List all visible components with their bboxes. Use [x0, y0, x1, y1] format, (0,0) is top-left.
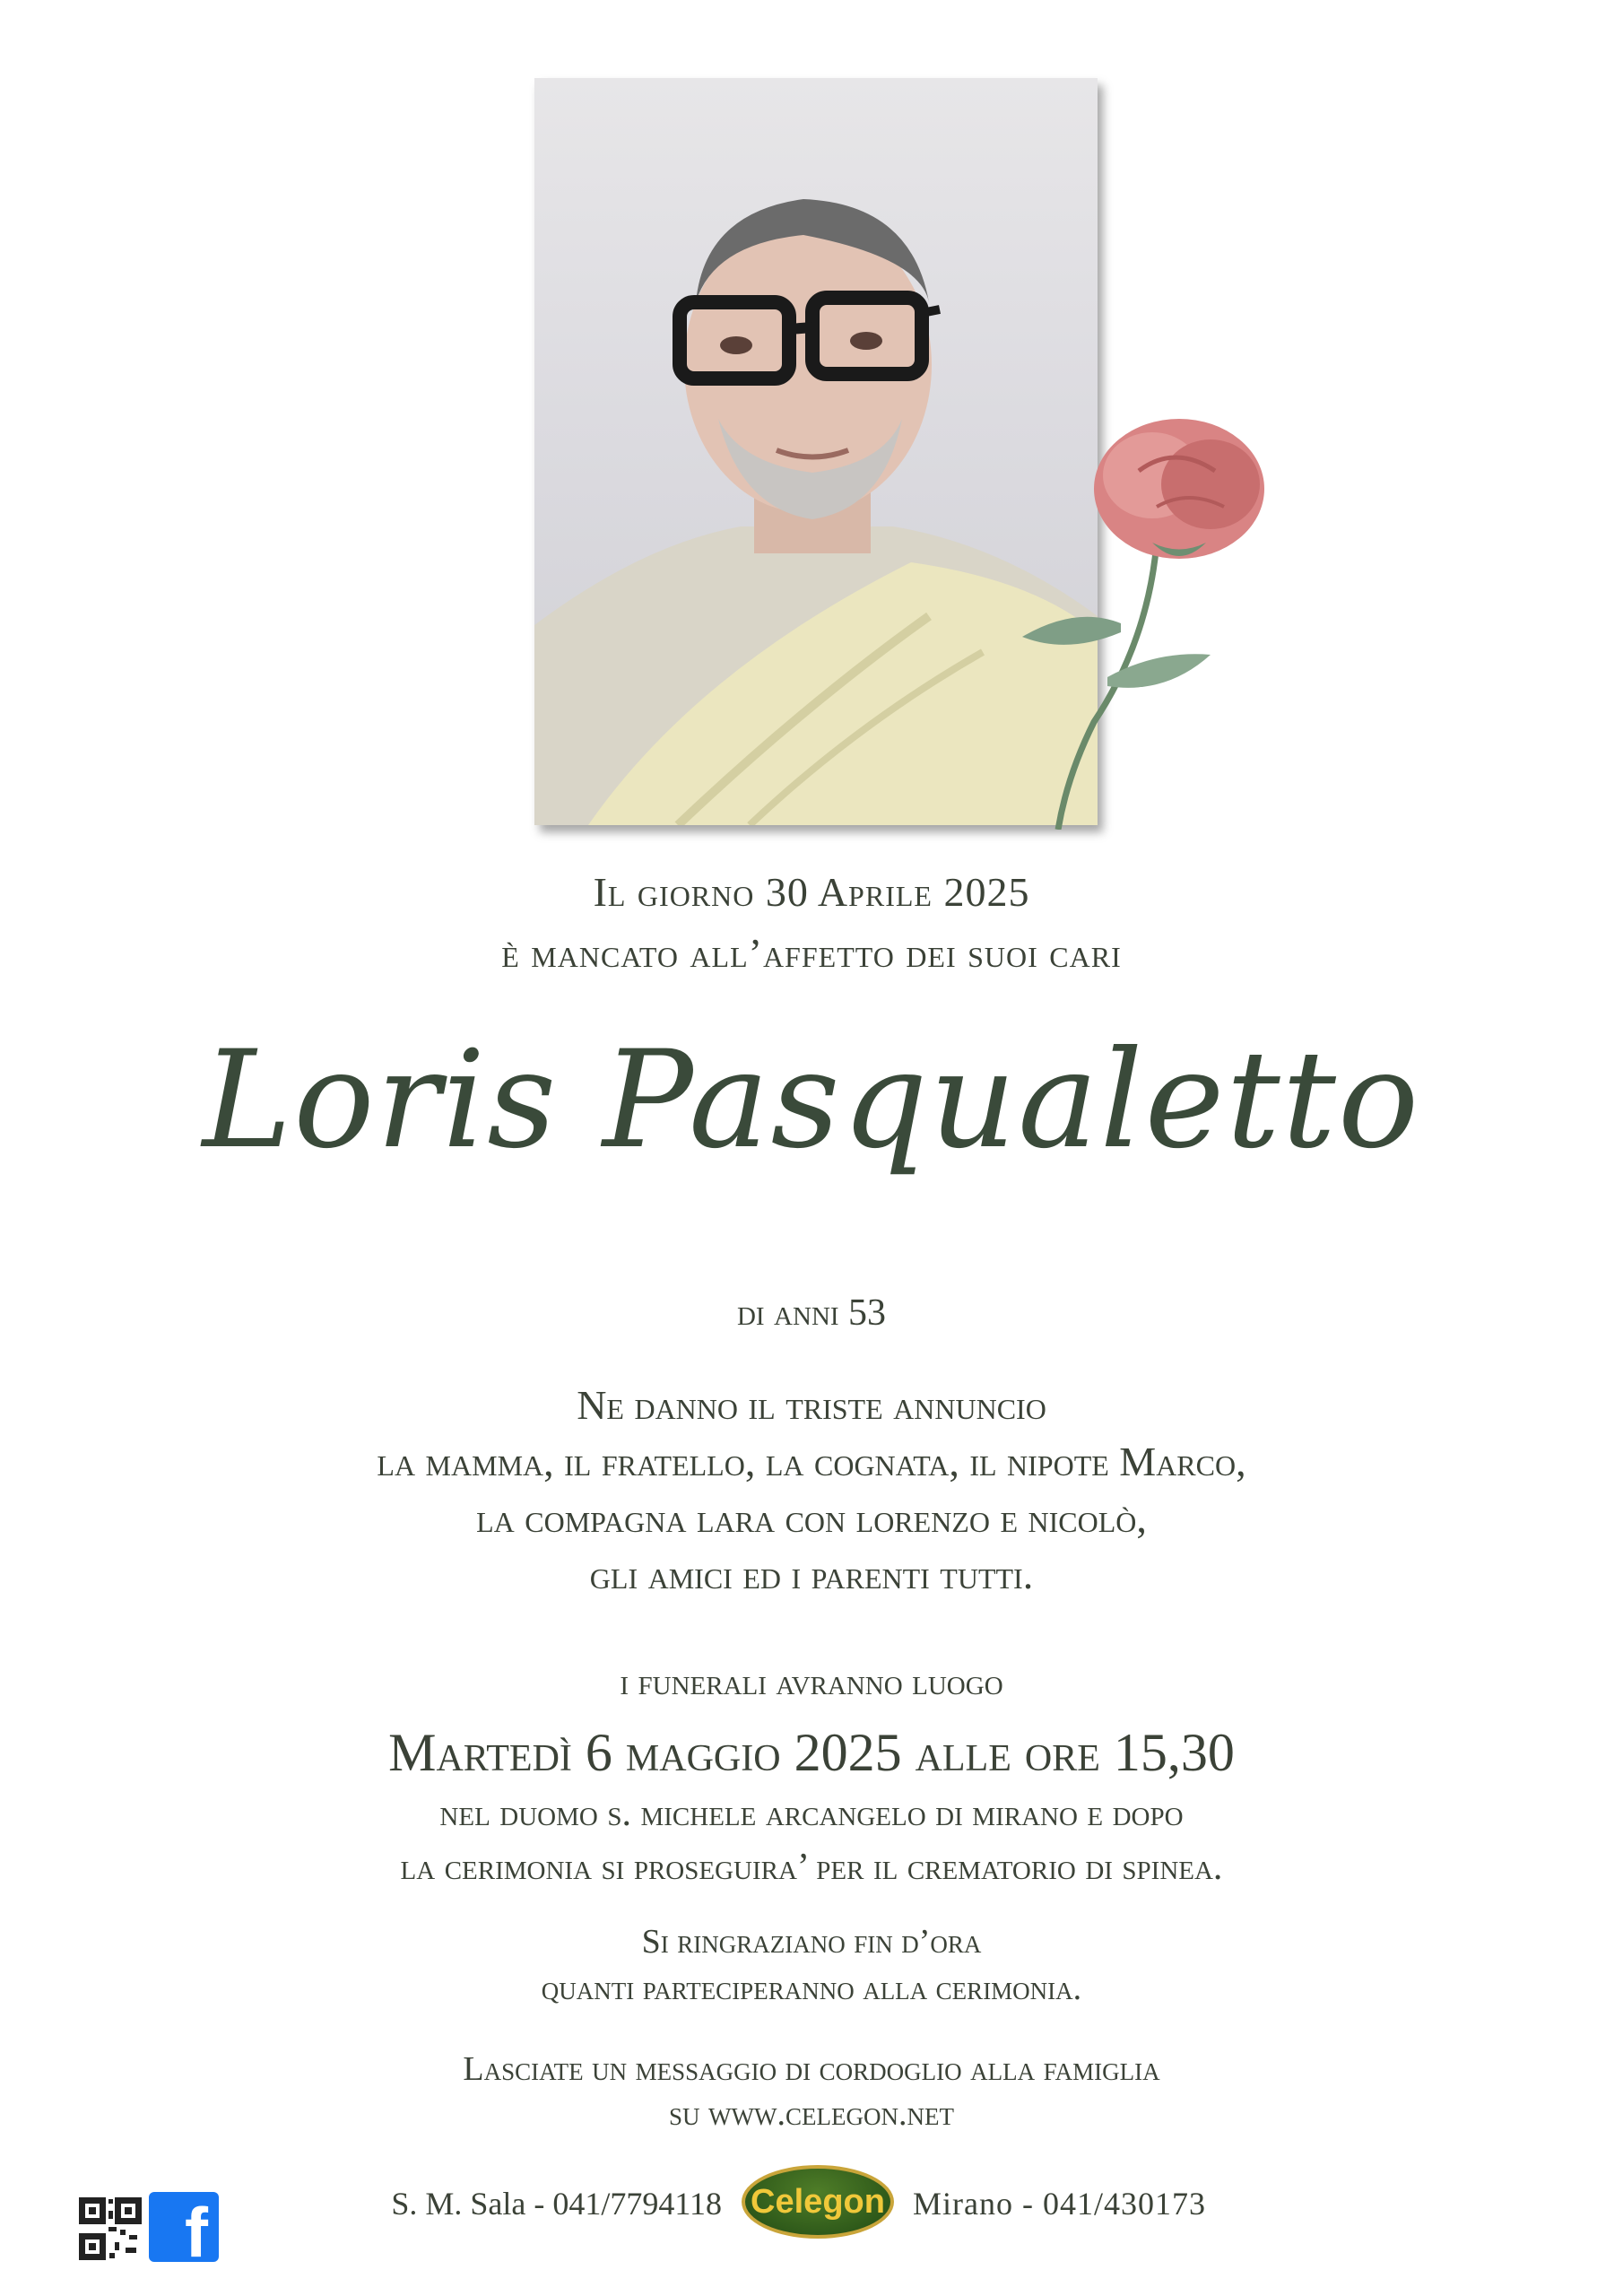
contact-mirano: Mirano - 041/430173 — [913, 2186, 1206, 2222]
facebook-letter: f — [185, 2193, 208, 2262]
portrait-photo — [534, 78, 1098, 825]
funeral-place-1: nel duomo s. michele arcangelo di mirano e dopo — [439, 1793, 1184, 1834]
deceased-name: Loris Pasqualetto — [202, 1022, 1421, 1178]
deceased-age: di anni 53 — [736, 1292, 887, 1334]
funeral-intro: i funerali avranno luogo — [620, 1662, 1003, 1703]
celegon-logo — [742, 2165, 894, 2239]
logo-text: Celegon — [751, 2182, 885, 2221]
funeral-place-2: la cerimonia si proseguira’ per il crematorio di spinea. — [400, 1847, 1223, 1888]
family-line-3: la compagna lara con lorenzo e nicolò, — [476, 1495, 1147, 1541]
contact-sala: S. M. Sala - 041/7794118 — [391, 2186, 722, 2222]
funeral-datetime: Martedì 6 maggio 2025 alle ore 15,30 — [388, 1723, 1235, 1782]
thanks-line-2: quanti parteciperanno alla cerimonia. — [541, 1970, 1082, 2007]
condolence-link[interactable]: su www.celegon.net — [669, 2095, 954, 2133]
announcement-date: Il giorno 30 Aprile 2025 — [593, 869, 1030, 915]
family-line-2: la mamma, il fratello, la cognata, il nipote Marco, — [377, 1439, 1246, 1484]
footer — [0, 2160, 1623, 2249]
announcement-text: è mancato all’affetto dei suoi cari — [501, 930, 1122, 976]
condolence-line-1: Lasciate un messaggio di cordoglio alla famiglia — [463, 2050, 1160, 2088]
thanks-line-1: Si ringraziano fin d’ora — [641, 1923, 982, 1961]
rose-icon — [1022, 408, 1327, 830]
family-line-4: gli amici ed i parenti tutti. — [589, 1552, 1034, 1597]
family-line-1: Ne danno il triste annuncio — [577, 1382, 1046, 1428]
